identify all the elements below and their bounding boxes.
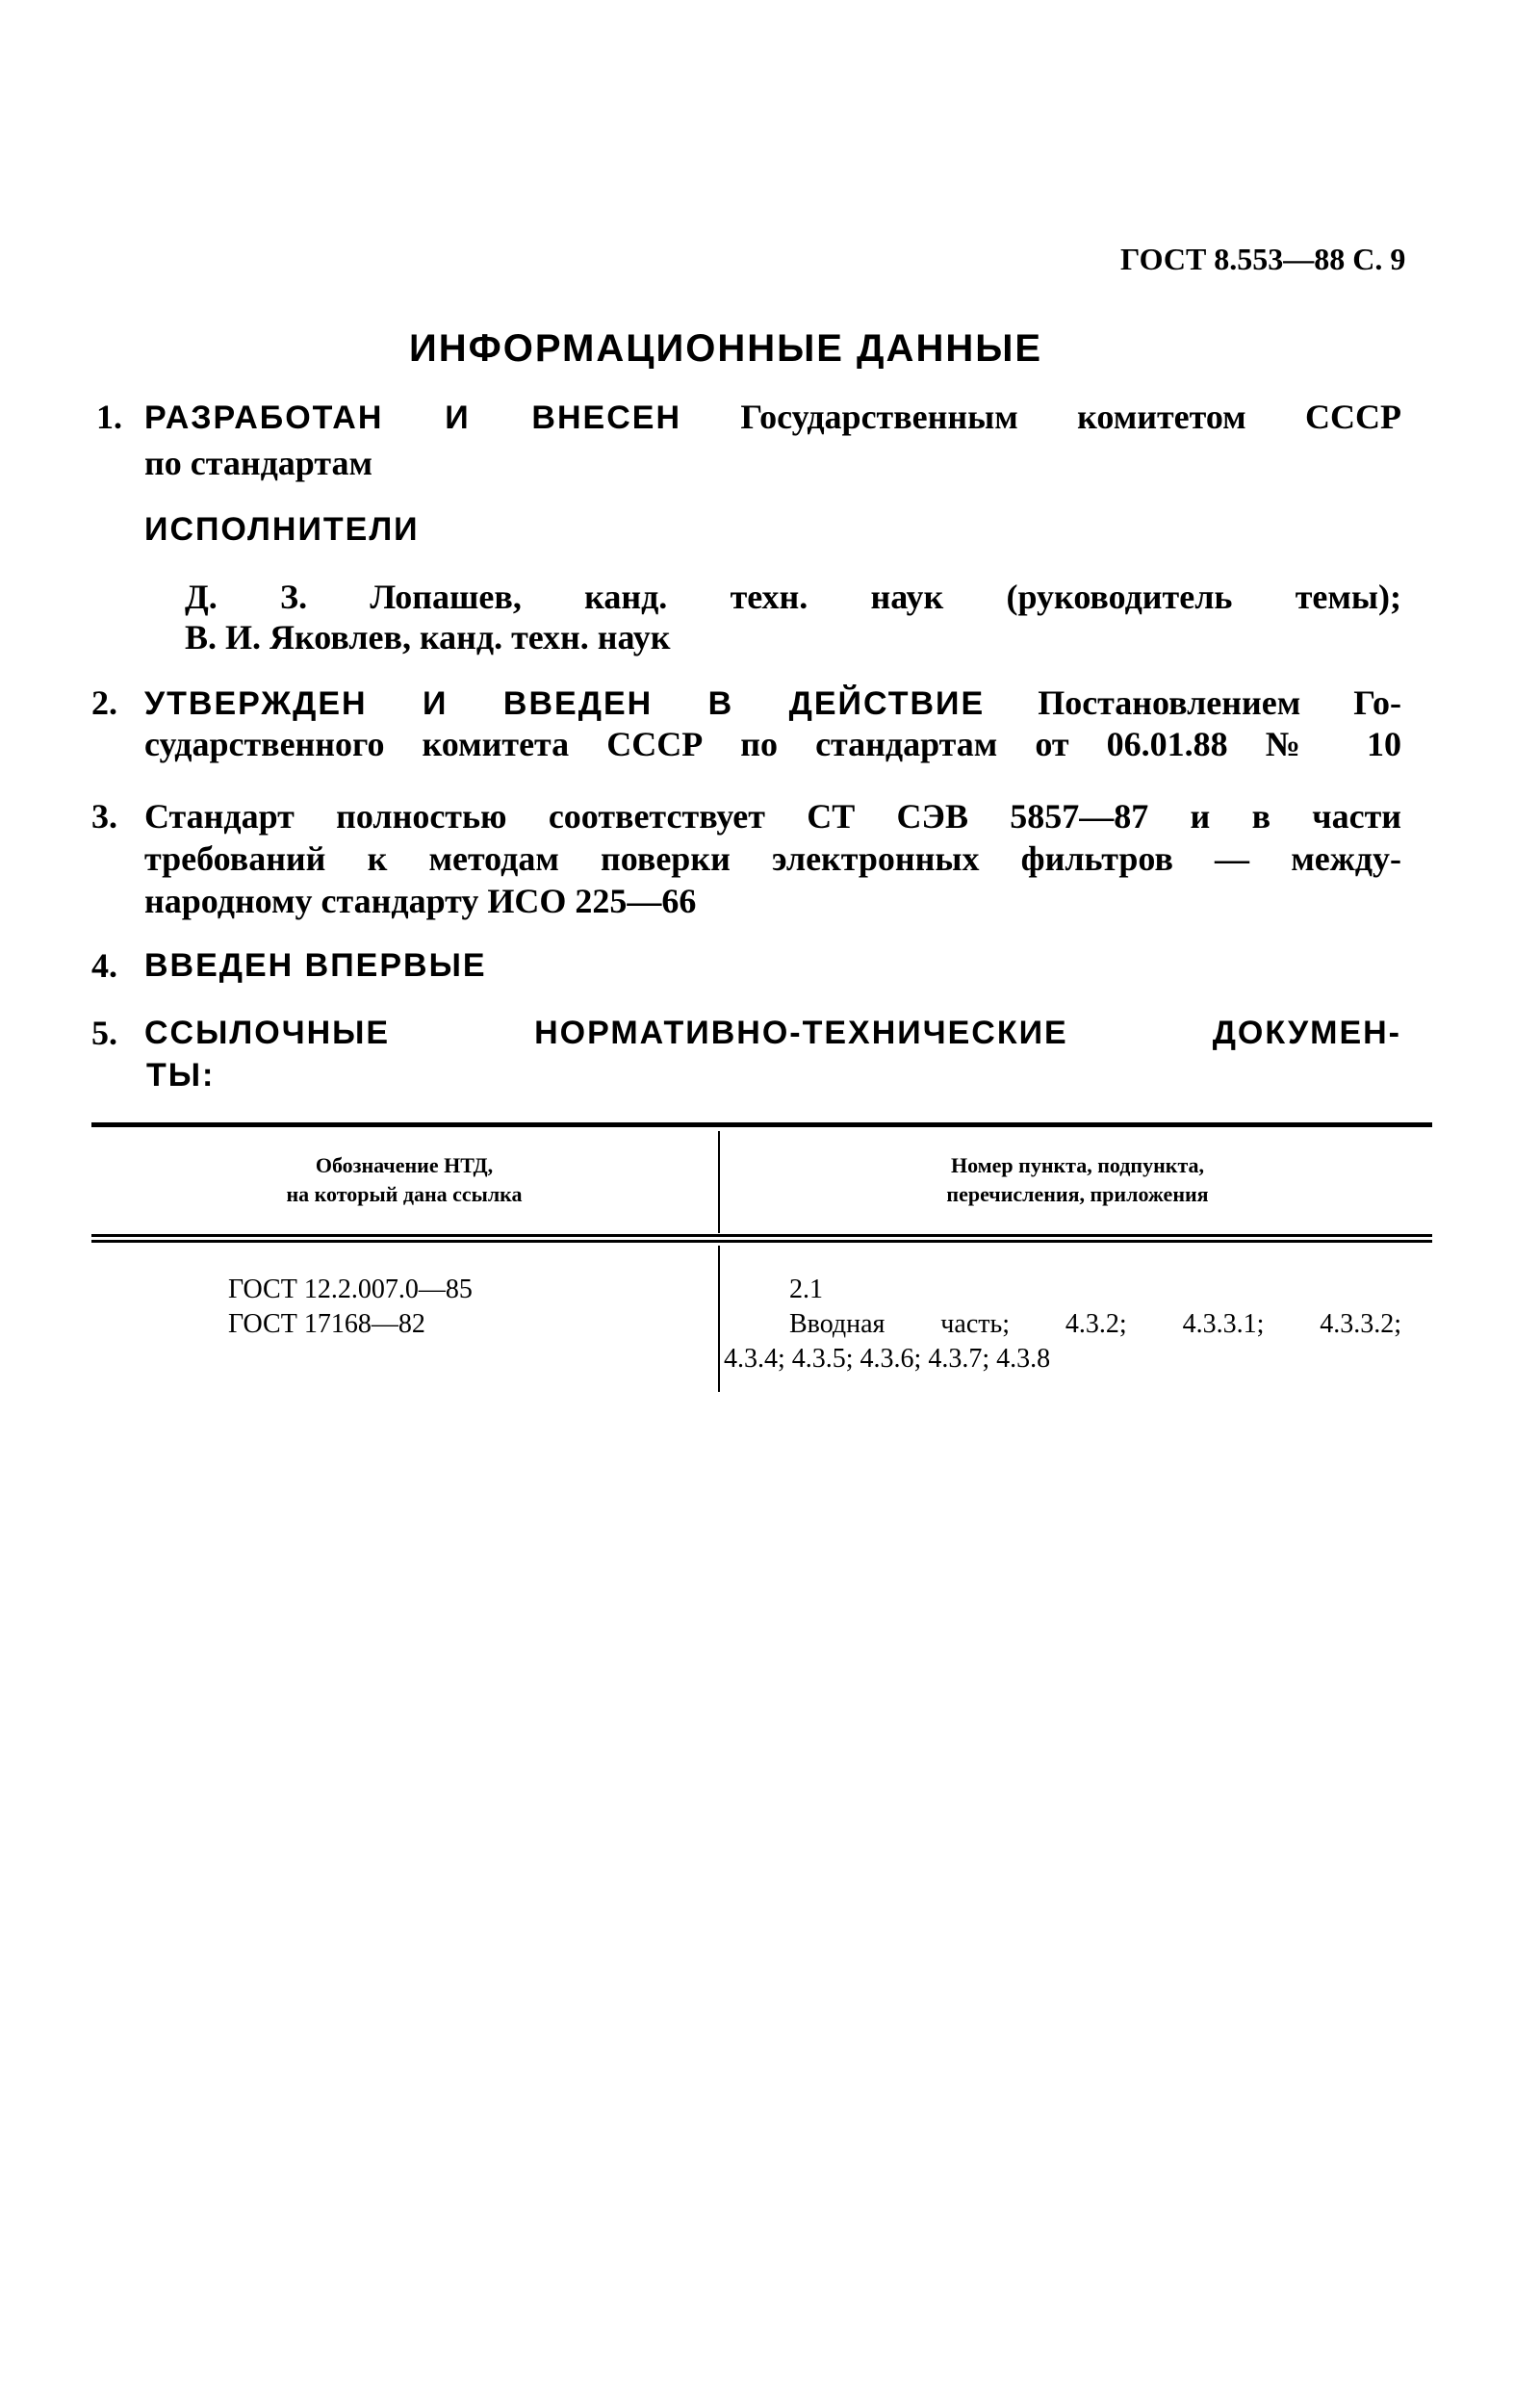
item-number: 3. xyxy=(91,797,117,836)
table-cell-clause: 4.3.4; 4.3.5; 4.3.6; 4.3.7; 4.3.8 xyxy=(724,1344,1051,1374)
item-3-line-3: народному стандарту ИСО 225—66 xyxy=(144,882,697,920)
table-header-rule-2 xyxy=(91,1240,1432,1243)
table-header-rule-1 xyxy=(91,1234,1432,1237)
item-1-line-2: по стандартам xyxy=(144,444,372,482)
item-1-text: Государственным комитетом СССР xyxy=(740,398,1401,436)
item-1-line-1 xyxy=(144,396,1401,439)
table-column-divider xyxy=(718,1131,720,1233)
item-3-line-1: Стандарт полностью соответствует СТ СЭВ 5857—87 и в части xyxy=(144,797,1401,836)
item-2-line-2: сударственного комитета СССР по стандартам от 06.01.88 № 10 xyxy=(144,725,1401,763)
table-cell-clause: 2.1 xyxy=(789,1274,823,1304)
item-2-line-1 xyxy=(144,682,1401,725)
item-number: 4. xyxy=(91,946,117,985)
item-5-caps-continued: ТЫ: xyxy=(146,1057,216,1094)
item-1-caps: РАЗРАБОТАН И ВНЕСЕН xyxy=(144,399,681,436)
table-header-col-2: Номер пункта, подпункта, перечисления, приложения xyxy=(946,1153,1209,1206)
table-cell-clause: Вводная часть; 4.3.2; 4.3.3.1; 4.3.3.2; xyxy=(789,1309,1401,1339)
table-top-rule xyxy=(91,1122,1432,1127)
item-3-line-2: требований к методам поверки электронных фильтров — между- xyxy=(144,839,1401,878)
performers-heading: ИСПОЛНИТЕЛИ xyxy=(144,511,420,548)
performer-2: В. И. Яковлев, канд. техн. наук xyxy=(185,618,671,656)
document-title: ИНФОРМАЦИОННЫЕ ДАННЫЕ xyxy=(409,327,1043,370)
page-reference: ГОСТ 8.553—88 С. 9 xyxy=(1120,242,1406,276)
item-number: 5. xyxy=(91,1014,117,1052)
table-header-col-1: Обозначение НТД, на который дана ссылка xyxy=(286,1153,523,1206)
table-cell-ntd: ГОСТ 12.2.007.0—85 xyxy=(228,1274,473,1304)
item-4-caps: ВВЕДЕН ВПЕРВЫЕ xyxy=(144,947,487,984)
item-5-caps: ССЫЛОЧНЫЕ НОРМАТИВНО-ТЕХНИЧЕСКИЕ ДОКУМЕН- xyxy=(144,1015,1401,1051)
item-2-caps: УТВЕРЖДЕН И ВВЕДЕН В ДЕЙСТВИЕ xyxy=(144,685,986,722)
item-2-text: Постановлением Го- xyxy=(1038,683,1402,722)
table-column-divider xyxy=(718,1246,720,1392)
table-cell-ntd: ГОСТ 17168—82 xyxy=(228,1309,425,1339)
performer-1: Д. З. Лопашев, канд. техн. наук (руководитель темы); xyxy=(185,578,1401,616)
item-number: 2. xyxy=(91,683,117,722)
item-number: 1. xyxy=(96,398,122,436)
